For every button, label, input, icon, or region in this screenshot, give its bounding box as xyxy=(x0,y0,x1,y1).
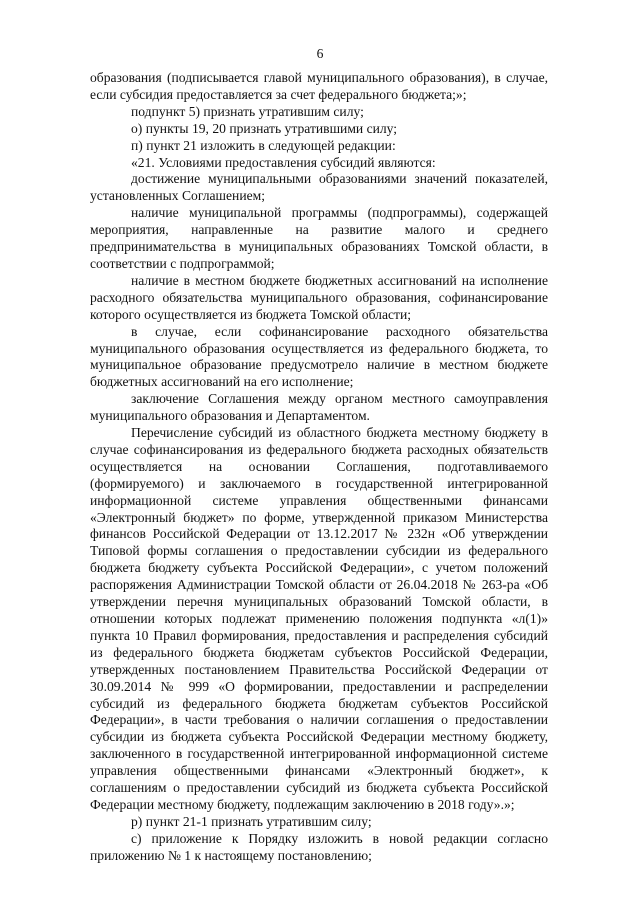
page-number: 6 xyxy=(316,46,324,61)
paragraph: наличие в местном бюджете бюджетных ассигнований на исполнение расходного обязательства муниципального образования, софинансирование которого осуществляется из бюджета Томской области; xyxy=(90,272,548,322)
document-body xyxy=(90,70,548,865)
paragraph: Перечисление субсидий из областного бюджета местному бюджету в случае софинансирования из федерального бюджета расходных обязательств осуществляется на основании Соглашения, подготавливаемого (формируемого) и заключаемого в государственной интегрированной информационной системе управления общественными финансами «Электронный бюджет» по форме, утвержденной приказом Министерства финансов Российской Федерации от 13.12.2017 № 232н «Об утверждении Типовой формы соглашения о предоставлении субсидии из федерального бюджета бюджету субъекта Российской Федерации», с учетом положений распоряжения Администрации Томской области от 26.04.2018 № 263-ра «Об утверждении перечня муниципальных образований Томской области, в отношении которых подлежат применению положения подпункта «л(1)» пункта 10 Правил формирования, предоставления и распределения субсидий из федерального бюджета бюджетам субъектов Российской Федерации, утвержденных постановлением Правительства Российской Федерации от 30.09.2014 № 999 «О формировании, предоставлении и распределении субсидий из федерального бюджета бюджетам субъектов Российской Федерации», в части требования о наличии соглашения о предоставлении субсидии из бюджета субъекта Российской Федерации местному бюджету, заключенного в государственной интегрированной информационной системе управления общественными финансами «Электронный бюджет», к соглашениям о предоставлении субсидий из бюджета субъекта Российской Федерации местному бюджету, подлежащим заключению в 2018 году».»; xyxy=(90,425,548,812)
paragraph: «21. Условиями предоставления субсидий являются: xyxy=(131,154,436,170)
paragraph: в случае, если софинансирование расходного обязательства муниципального образования осуществляется из федерального бюджета, то муниципальное образование предусмотрело наличие в местном бюджете бюджетных ассигнований на его исполнение; xyxy=(90,323,548,390)
paragraph: п) пункт 21 изложить в следующей редакции: xyxy=(131,137,396,153)
paragraph: наличие муниципальной программы (подпрограммы), содержащей мероприятия, направленные на развитие малого и среднего предпринимательства в муниципальных образованиях Томской области, в соответствии с подпрограммой; xyxy=(90,205,548,271)
paragraph: р) пункт 21-1 признать утратившим силу; xyxy=(131,813,372,829)
paragraph: достижение муниципальными образованиями значений показателей, установленных Соглашением; xyxy=(90,171,548,204)
paragraph: подпункт 5) признать утратившим силу; xyxy=(131,103,364,119)
paragraph: образования (подписывается главой муниципального образования), в случае, если субсидия предоставляется за счет федерального бюджета;»; xyxy=(90,70,548,102)
paragraph: заключение Соглашения между органом местного самоуправления муниципального образования и Департаментом. xyxy=(90,391,548,424)
paragraph: о) пункты 19, 20 признать утратившими силу; xyxy=(131,120,398,136)
paragraph: с) приложение к Порядку изложить в новой редакции согласно приложению № 1 к настоящему постановлению; xyxy=(90,830,548,863)
